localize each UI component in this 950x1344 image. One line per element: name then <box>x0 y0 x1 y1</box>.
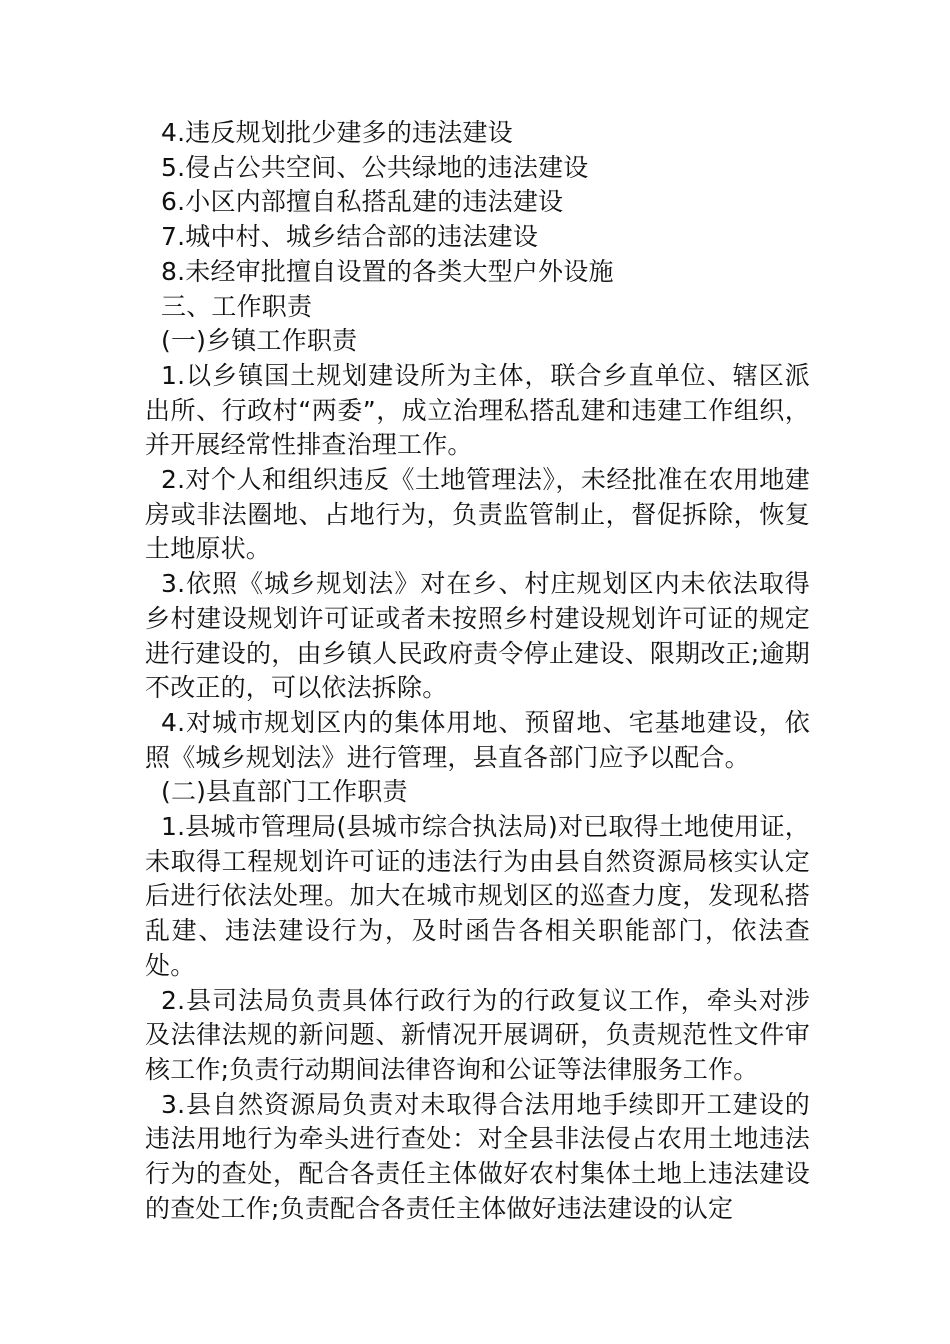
paragraph: 3.依照《城乡规划法》对在乡、村庄规划区内未依法取得乡村建设规划许可证或者未按照乡村建设规划许可证的规定进行建设的，由乡镇人民政府责令停止建设、限期改正;逾期不改正的，可以依法拆除。 <box>145 569 810 703</box>
paragraph: 4.对城市规划区内的集体用地、预留地、宅基地建设，依照《城乡规划法》进行管理，县直各部门应予以配合。 <box>145 707 810 772</box>
section-heading: 三、工作职责 <box>161 291 313 321</box>
subsection-heading: (一)乡镇工作职责 <box>161 326 358 356</box>
list-item: 6.小区内部擅自私搭乱建的违法建设 <box>161 187 564 217</box>
list-item: 8.未经审批擅自设置的各类大型户外设施 <box>161 256 614 286</box>
paragraph: 1.以乡镇国土规划建设所为主体，联合乡直单位、辖区派出所、行政村“两委”，成立治理私搭乱建和违建工作组织，并开展经常性排查治理工作。 <box>145 360 810 460</box>
paragraph: 1.县城市管理局(县城市综合执法局)对已取得土地使用证，未取得工程规划许可证的违法行为由县自然资源局核实认定后进行依法处理。加大在城市规划区的巡查力度，发现私搭乱建、违法建设行为，及时函告各相关职能部门，依法查处。 <box>145 812 810 980</box>
list-item: 4.违反规划批少建多的违法建设 <box>161 118 513 147</box>
subsection-heading: (二)县直部门工作职责 <box>161 777 408 807</box>
list-item: 7.城中村、城乡结合部的违法建设 <box>161 222 539 252</box>
paragraph: 2.对个人和组织违反《土地管理法》，未经批准在农用地建房或非法圈地、占地行为，负责监管制止，督促拆除，恢复土地原状。 <box>145 465 810 564</box>
paragraph: 2.县司法局负责具体行政行为的行政复议工作，牵头对涉及法律法规的新问题、新情况开展调研，负责规范性文件审核工作;负责行动期间法律咨询和公证等法律服务工作。 <box>145 985 810 1084</box>
document-body <box>145 116 810 1227</box>
list-item: 5.侵占公共空间、公共绿地的违法建设 <box>161 152 589 182</box>
paragraph: 3.县自然资源局负责对未取得合法用地手续即开工建设的违法用地行为牵头进行查处：对全县非法侵占农用土地违法行为的查处，配合各责任主体做好农村集体土地上违法建设的查处工作;负责配合各责任主体做好违法建设的认定 <box>145 1089 810 1223</box>
